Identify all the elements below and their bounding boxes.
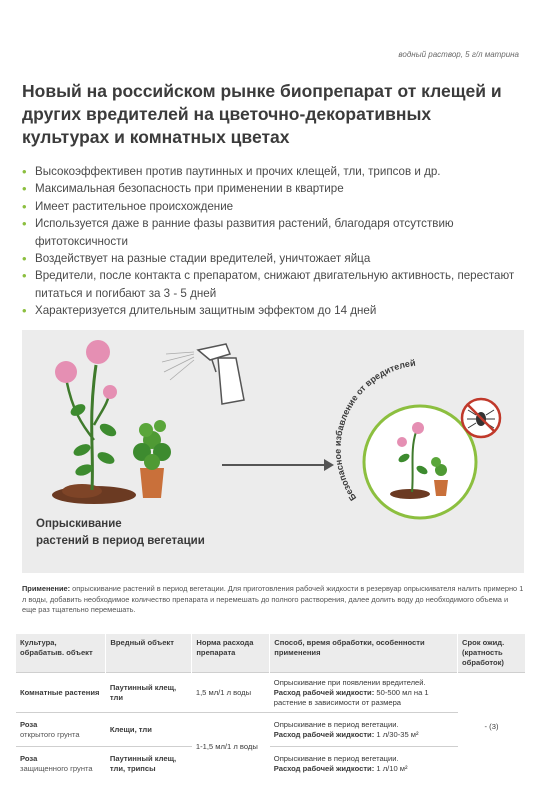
- rate-cell: 1,5 мл/1 л воды: [192, 673, 270, 713]
- bullet-icon: •: [22, 164, 27, 179]
- feature-item: • Максимальная безопасность при применении в квартире: [22, 181, 344, 197]
- spray-bottle-icon: [162, 344, 244, 404]
- bullet-icon: •: [22, 181, 27, 197]
- bullet-icon: •: [22, 303, 27, 319]
- column-header: Норма расхода препарата: [192, 634, 270, 673]
- spray-caption: Опрыскивание растений в период вегетации: [36, 518, 205, 547]
- usage-instructions: Применение: опрыскивание растений в период вегетации. Для приготовления рабочей жидкости в резервуар опрыскивателя налить примерно 1 л воды, добавить необходимое количество препарата и перемешать до полного растворения, далее долить воду до необходимого объема и еще раз тщательно перемешать.: [22, 584, 524, 614]
- culture-cell: Комнатные растения: [16, 673, 106, 713]
- feature-item: • Вредители, после контакта с препаратом, снижают двигательную активность, перестают питаться и погибают за 3 - 5 дней: [22, 268, 515, 300]
- pest-cell: Клещи, тли: [106, 713, 192, 747]
- product-subtitle-note: водный раствор, 5 г/л матрина: [398, 50, 519, 59]
- table-header-row: [16, 634, 526, 673]
- arrow-right-icon: [222, 459, 334, 471]
- table-row: [16, 673, 526, 713]
- feature-list: [22, 163, 527, 320]
- table-row: [16, 747, 526, 781]
- pest-cell: Паутинный клещ, тли, трипсы: [106, 747, 192, 781]
- feature-item: • Характеризуется длительным защитным эффектом до 14 дней: [22, 303, 377, 319]
- bullet-icon: •: [22, 216, 27, 232]
- feature-item: • Имеет растительное происхождение: [22, 198, 234, 214]
- method-cell: Опрыскивание в период вегетации. Расход рабочей жидкости: 1 л/10 м²: [270, 747, 458, 781]
- column-header: Культура, обрабатыв. объект: [16, 634, 106, 673]
- page-title: Новый на российском рынке биопрепарат от клещей и других вредителей на цветочно-декоративных культурах и комнатных цветах: [22, 81, 502, 147]
- bullet-icon: •: [22, 198, 27, 214]
- rate-cell: 1-1,5 мл/1 л воды: [192, 713, 270, 781]
- rose-plant-icon: [52, 340, 136, 504]
- pest-crossed-icon: [462, 399, 500, 437]
- feature-item: • Воздействует на разные стадии вредителей, уничтожает яйца: [22, 251, 371, 267]
- protected-plant-badge: [364, 406, 476, 518]
- arc-label: Безопасное избавление от вредителей: [332, 357, 417, 503]
- bullet-icon: •: [22, 251, 27, 267]
- potted-plant-icon: [133, 420, 171, 498]
- column-header: Вредный объект: [106, 634, 192, 673]
- column-header: Способ, время обработки, особенности применения: [270, 634, 458, 673]
- culture-cell: Роза защищенного грунта: [16, 747, 106, 781]
- pest-cell: Паутинный клещ, тли: [106, 673, 192, 713]
- application-illustration: [22, 330, 524, 573]
- table-row: [16, 713, 526, 747]
- column-header: Срок ожид. (кратность обработок): [458, 634, 526, 673]
- method-cell: Опрыскивание при появлении вредителей. Расход рабочей жидкости: 50-500 мл на 1 растение в зависимости от размера: [270, 673, 458, 713]
- feature-item: • Высокоэффективен против паутинных и прочих клещей, тли, трипсов и др.: [22, 164, 441, 179]
- feature-item: • Используется даже в ранние фазы развития растений, благодаря отсутствию фитотоксичности: [22, 216, 454, 248]
- wait-cell: - (3): [458, 673, 526, 781]
- culture-cell: Роза открытого грунта: [16, 713, 106, 747]
- application-table: [16, 634, 526, 781]
- method-cell: Опрыскивание в период вегетации. Расход рабочей жидкости: 1 л/30-35 м²: [270, 713, 458, 747]
- bullet-icon: •: [22, 268, 27, 284]
